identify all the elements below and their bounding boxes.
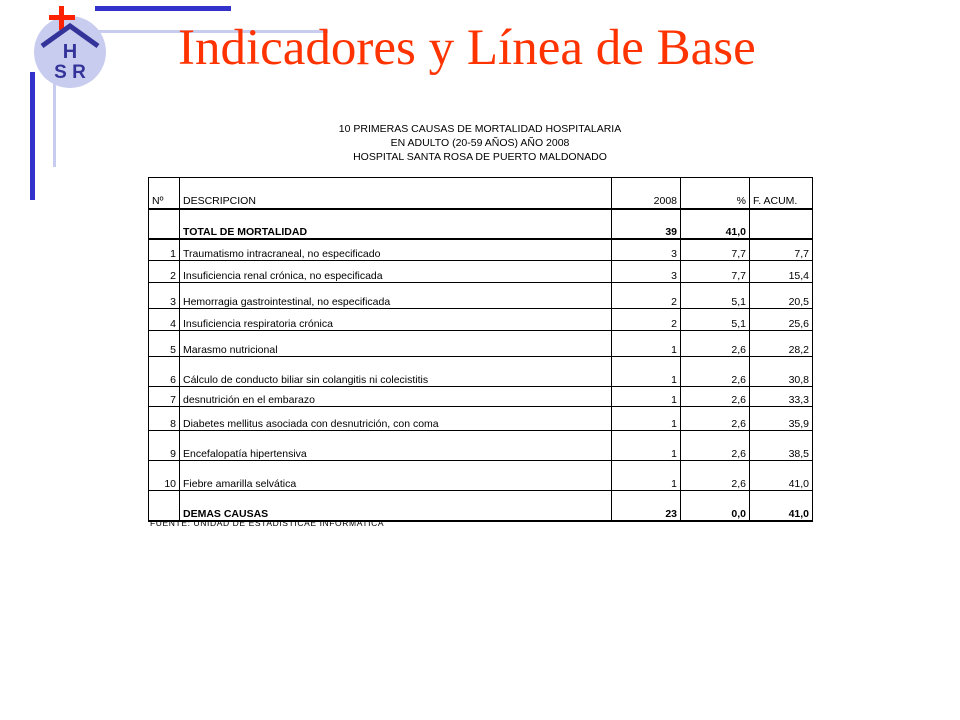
row-description: Insuficiencia respiratoria crónica [180, 309, 612, 331]
report-heading-line: 10 PRIMERAS CAUSAS DE MORTALIDAD HOSPITALARIA [338, 123, 622, 135]
row-cumulative: 33,3 [750, 387, 813, 407]
row-description: Marasmo nutricional [180, 331, 612, 357]
row-cumulative: 30,8 [750, 357, 813, 387]
row-percent: 7,7 [681, 239, 750, 261]
row-cumulative: 7,7 [750, 239, 813, 261]
row-description: desnutrición en el embarazo [180, 387, 612, 407]
table-row [149, 387, 813, 407]
row-percent: 2,6 [681, 357, 750, 387]
row-value: 3 [612, 261, 681, 283]
table-row [149, 461, 813, 491]
row-percent: 2,6 [681, 407, 750, 431]
col-header-percent: % [681, 178, 750, 209]
col-header-number: Nº [149, 178, 180, 209]
table-row [149, 283, 813, 309]
mortality-table [148, 177, 813, 522]
demas-label: DEMAS CAUSAS [180, 491, 612, 521]
row-description: Cálculo de conducto biliar sin colangitis ni colecistitis [180, 357, 612, 387]
decor-vertical-dark-line [30, 72, 35, 200]
table-row [149, 331, 813, 357]
table-row [149, 357, 813, 387]
row-description: Encefalopatía hipertensiva [180, 431, 612, 461]
table-row [149, 309, 813, 331]
row-percent: 2,6 [681, 331, 750, 357]
row-number: 6 [149, 357, 180, 387]
row-description: Insuficiencia renal crónica, no especificada [180, 261, 612, 283]
report-heading-line: EN ADULTO (20-59 AÑOS) AÑO 2008 [390, 137, 570, 149]
row-number: 3 [149, 283, 180, 309]
row-value: 1 [612, 357, 681, 387]
svg-text:H: H [62, 41, 78, 63]
row-value: 1 [612, 431, 681, 461]
row-cumulative: 35,9 [750, 407, 813, 431]
row-number: 4 [149, 309, 180, 331]
row-percent: 7,7 [681, 261, 750, 283]
row-percent: 2,6 [681, 387, 750, 407]
row-value: 3 [612, 239, 681, 261]
total-label: TOTAL DE MORTALIDAD [180, 209, 612, 239]
hsr-logo [30, 6, 110, 90]
total-value: 39 [612, 209, 681, 239]
table-row [149, 407, 813, 431]
row-number: 1 [149, 239, 180, 261]
row-number: 10 [149, 461, 180, 491]
row-value: 1 [612, 331, 681, 357]
row-number: 8 [149, 407, 180, 431]
col-header-year: 2008 [612, 178, 681, 209]
col-header-cumulative: F. ACUM. [750, 178, 813, 209]
col-header-description: DESCRIPCION [180, 178, 612, 209]
row-percent: 2,6 [681, 431, 750, 461]
total-percent: 41,0 [681, 209, 750, 239]
page-title: Indicadores y Línea de Base [178, 20, 756, 76]
row-cumulative: 28,2 [750, 331, 813, 357]
row-description: Traumatismo intracraneal, no especificado [180, 239, 612, 261]
row-description: Hemorragia gastrointestinal, no especificada [180, 283, 612, 309]
demas-row [149, 491, 813, 521]
row-percent: 2,6 [681, 461, 750, 491]
table-row [149, 239, 813, 261]
cause-rows [149, 239, 813, 491]
row-number: 7 [149, 387, 180, 407]
svg-text:S R: S R [54, 62, 86, 83]
report-heading [260, 122, 700, 164]
table-row [149, 261, 813, 283]
total-row [149, 209, 813, 239]
demas-percent: 0,0 [681, 491, 750, 521]
table-header-row [149, 178, 813, 209]
row-percent: 5,1 [681, 283, 750, 309]
row-value: 2 [612, 309, 681, 331]
report-heading-line: HOSPITAL SANTA ROSA DE PUERTO MALDONADO [353, 151, 607, 163]
row-value: 1 [612, 461, 681, 491]
row-value: 1 [612, 387, 681, 407]
row-number: 9 [149, 431, 180, 461]
source-note: FUENTE: UNIDAD DE ESTADISTICAE INFORMATICA [150, 518, 385, 528]
row-cumulative: 25,6 [750, 309, 813, 331]
row-cumulative: 20,5 [750, 283, 813, 309]
row-number: 5 [149, 331, 180, 357]
demas-cumulative: 41,0 [750, 491, 813, 521]
row-cumulative: 41,0 [750, 461, 813, 491]
row-value: 2 [612, 283, 681, 309]
demas-value: 23 [612, 491, 681, 521]
row-cumulative: 15,4 [750, 261, 813, 283]
row-number: 2 [149, 261, 180, 283]
row-cumulative: 38,5 [750, 431, 813, 461]
row-description: Diabetes mellitus asociada con desnutrición, con coma [180, 407, 612, 431]
row-percent: 5,1 [681, 309, 750, 331]
row-value: 1 [612, 407, 681, 431]
decor-horizontal-dark-line [95, 6, 231, 11]
table-row [149, 431, 813, 461]
row-description: Fiebre amarilla selvática [180, 461, 612, 491]
